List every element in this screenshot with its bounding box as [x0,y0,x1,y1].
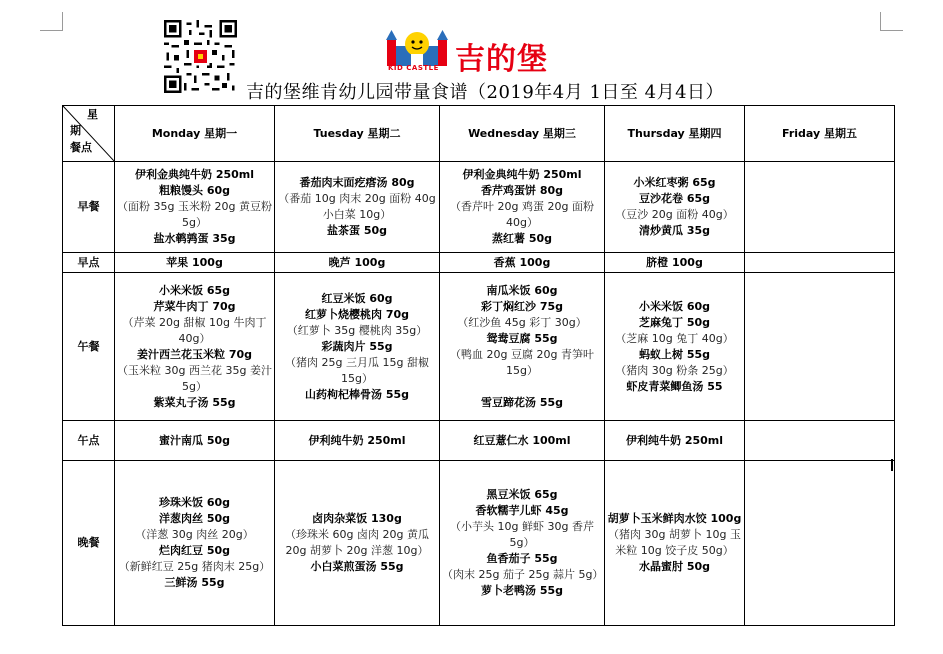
dish-line: 萝卜老鸭汤 55g [480,584,563,597]
dish-line: 脐橙 100g [646,255,703,269]
dish-line: 烂肉红豆 50g [158,544,230,557]
ingredient-line: （面粉 35g 玉米粉 20g 黄豆粉 5g） [117,200,272,229]
crop-mark-right [880,12,903,31]
menu-cell [605,253,745,273]
dish-line: 红萝卜烧樱桃肉 70g [304,307,409,321]
ingredient-line: （豆沙 20g 面粉 40g） [615,208,734,221]
ingredient-line: （番茄 10g 肉末 20g 面粉 40g 小白菜 10g） [278,192,436,221]
menu-cell [275,273,440,421]
menu-cell [115,162,275,253]
dish-line: 胡萝卜玉米鲜肉水饺 100g [607,512,742,525]
meal-row-lunch [63,273,895,421]
menu-cell [745,421,895,461]
logo-subtitle: KID CASTLE [388,64,439,72]
dish-line: 伊利纯牛奶 250ml [308,433,406,447]
meal-row-morning-snack [63,253,895,273]
corner-label-bottom: 餐点 [70,141,92,154]
dish-line: 水晶蜜肘 50g [638,560,710,573]
dish-line: 南瓜米饭 60g [486,283,558,297]
menu-cell [115,421,275,461]
ingredient-line: （香芹叶 20g 鸡蛋 20g 面粉 40g） [450,200,594,229]
meal-row-afternoon-snack [63,421,895,461]
dish-line: 芝麻兔丁 50g [638,315,710,329]
menu-cell [745,253,895,273]
menu-cell [440,162,605,253]
dish-line: 豆沙花卷 65g [638,192,710,205]
dish-line: 鱼香茄子 55g [486,552,558,565]
meal-label: 午餐 [63,273,115,421]
dish-line: 彩丁焖红沙 75g [480,299,563,313]
dish-line: 苹果 100g [166,255,223,269]
dish-line: 番茄肉末面疙瘩汤 80g [299,176,415,189]
dish-line: 姜汁西兰花玉米粒 70g [136,347,252,361]
dish-line: 珍珠米饭 60g [158,496,230,509]
dish-line: 小米米饭 60g [638,299,710,313]
menu-cell [605,273,745,421]
meal-row-breakfast [63,162,895,253]
dish-line: 粗粮馒头 60g [158,184,230,197]
menu-cell [440,421,605,461]
menu-cell [275,253,440,273]
dish-line: 香软糯芋儿虾 45g [475,504,569,517]
logo-name: 吉的堡 [455,42,548,77]
meal-label: 晚餐 [63,461,115,626]
menu-table [62,105,895,626]
menu-cell [275,461,440,626]
menu-cell [605,421,745,461]
dish-line: 鸳鸯豆腐 55g [486,331,558,345]
dish-line: 虾皮青菜鲫鱼汤 55 [626,379,723,393]
dish-line: 芹菜牛肉丁 70g [153,299,236,313]
dish-line: 伊利纯牛奶 250ml [625,433,724,447]
header-row [63,106,895,162]
ingredient-line: （小芋头 10g 鲜虾 30g 香芹 5g） [450,520,594,549]
corner-label-mid: 期 [70,124,81,137]
menu-cell [605,162,745,253]
day-header-monday: Monday 星期一 [115,106,275,162]
dish-line: 盐茶蛋 50g [326,224,387,237]
dish-line: 紫菜丸子汤 55g [153,395,236,409]
dish-line: 卤肉杂菜饭 130g [312,512,402,525]
page-title: 吉的堡维肯幼儿园带量食谱（2019年4月 1日至 4月4日） [246,82,725,103]
menu-cell [275,421,440,461]
dish-line: 蒸红薯 50g [491,232,552,245]
menu-cell [275,162,440,253]
menu-cell [745,273,895,421]
dish-line: 香芹鸡蛋饼 80g [480,184,563,197]
dish-line: 小米米饭 65g [158,283,230,297]
dish-line: 洋葱肉丝 50g [158,512,230,525]
menu-cell [115,273,275,421]
dish-line: 盐水鹌鹑蛋 35g [153,232,236,245]
dish-line: 晚芦 100g [328,255,386,269]
menu-cell [745,162,895,253]
dish-line: 三鲜汤 55g [164,576,225,589]
dish-line: 山药枸杞棒骨汤 55g [304,387,409,401]
dish-line: 伊利金典纯牛奶 250ml [462,168,582,181]
dish-line: 黑豆米饭 65g [486,488,558,501]
ingredient-line: （红萝卜 35g 樱桃肉 35g） [286,323,428,337]
ingredient-line: （鸭血 20g 豆腐 20g 青笋叶 15g） [450,347,594,377]
meal-label: 早餐 [63,162,115,253]
dish-line: 蜜汁南瓜 50g [158,433,230,447]
menu-cell [115,253,275,273]
text-cursor [891,459,893,471]
menu-cell [440,461,605,626]
ingredient-line: （猪肉 30g 粉条 25g） [615,363,734,377]
dish-line: 红豆米饭 60g [321,291,393,305]
meal-label: 午点 [63,421,115,461]
ingredient-line: （肉末 25g 茄子 25g 蒜片 5g） [442,568,604,581]
ingredient-line: （洋葱 30g 肉丝 20g） [135,528,254,541]
crop-mark-left [40,12,63,31]
menu-cell [605,461,745,626]
qr-center-logo-icon [192,48,210,66]
dish-line: 红豆薏仁水 100ml [473,433,571,447]
ingredient-line: （芝麻 10g 兔丁 40g） [615,331,734,345]
meal-label: 早点 [63,253,115,273]
day-header-thursday: Thursday 星期四 [605,106,745,162]
dish-line: 小米红枣粥 65g [633,176,716,189]
dish-line: 清炒黄瓜 35g [638,224,710,237]
day-header-friday: Friday 星期五 [745,106,895,162]
ingredient-line: （猪肉 30g 胡萝卜 10g 玉米粒 10g 饺子皮 50g） [608,528,741,557]
dish-line: 小白菜煎蛋汤 55g [310,560,404,573]
day-header-wednesday: Wednesday 星期三 [440,106,605,162]
dish-line: 香蕉 100g [493,255,551,269]
ingredient-line: （红沙鱼 45g 彩丁 30g） [457,315,587,329]
dish-line: 蚂蚁上树 55g [638,347,710,361]
ingredient-line: （猪肉 25g 三月瓜 15g 甜椒 15g） [285,355,429,385]
dish-line: 彩蔬肉片 55g [321,339,393,353]
ingredient-line: （玉米粒 30g 西兰花 35g 姜汁 5g） [117,363,272,393]
ingredient-line: （芹菜 20g 甜椒 10g 牛肉丁 40g） [122,315,267,345]
meal-row-dinner [63,461,895,626]
corner-cell [63,106,115,162]
qr-code [164,20,237,93]
ingredient-line: （珍珠米 60g 卤肉 20g 黄瓜 20g 胡萝卜 20g 洋葱 10g） [285,528,429,557]
ingredient-line [442,379,602,395]
ingredient-line: （新鲜红豆 25g 猪肉末 25g） [118,560,271,573]
dish-line: 雪豆蹄花汤 55g [480,395,563,409]
menu-cell [745,461,895,626]
dish-line: 伊利金典纯牛奶 250ml [134,168,255,181]
corner-label-top: 星 [87,108,98,121]
day-header-tuesday: Tuesday 星期二 [275,106,440,162]
menu-cell [115,461,275,626]
menu-cell [440,253,605,273]
menu-cell [440,273,605,421]
